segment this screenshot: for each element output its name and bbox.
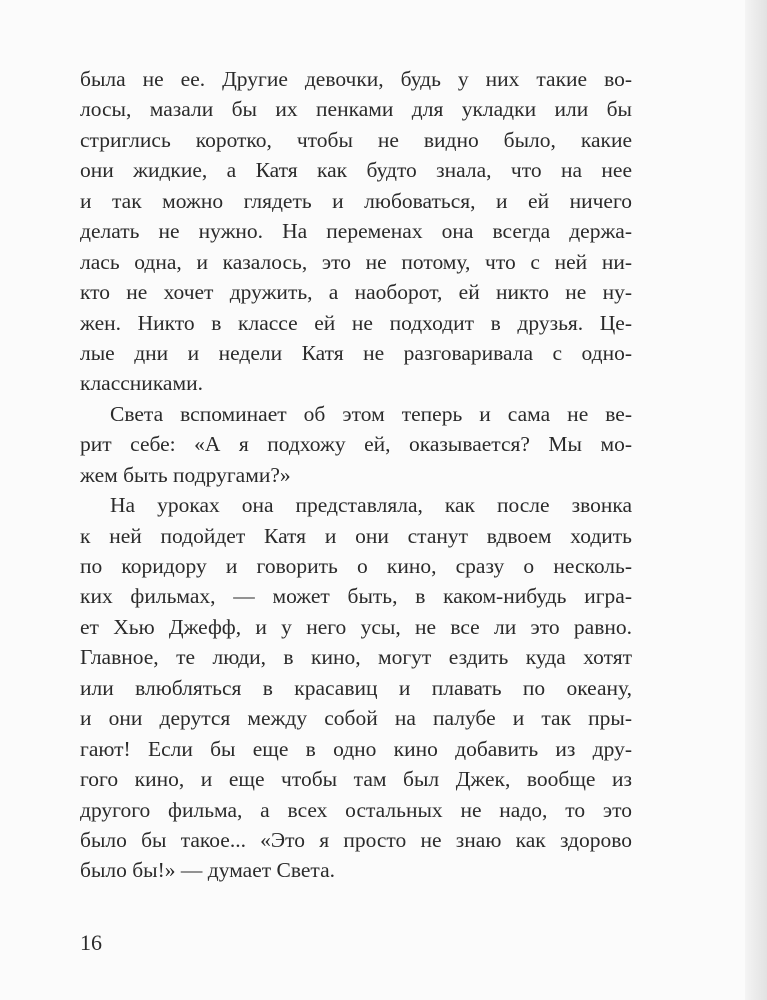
text-line: лась одна, и казалось, это не потому, что с ней ни- xyxy=(80,249,632,274)
body-text xyxy=(80,64,632,886)
text-line: или влюбляться в красавиц и плавать по океану, xyxy=(80,675,632,700)
text-line: гают! Если бы еще в одно кино добавить из дру- xyxy=(80,736,632,761)
text-line: На уроках она представляла, как после звонка xyxy=(110,493,632,518)
text-line: к ней подойдет Катя и они станут вдвоем ходить xyxy=(80,523,632,548)
text-line: кто не хочет дружить, а наоборот, ей никто не ну- xyxy=(80,280,632,305)
text-line: ких фильмах, — может быть, в каком-нибудь игра- xyxy=(80,584,632,609)
text-line: гого кино, и еще чтобы там был Джек, вообще из xyxy=(80,767,632,792)
text-line: стриглись коротко, чтобы не видно было, какие xyxy=(80,127,632,152)
text-line: жен. Никто в классе ей не подходит в друзья. Це- xyxy=(80,310,632,335)
text-line: Главное, те люди, в кино, могут ездить куда хотят xyxy=(80,645,632,670)
page-number: 16 xyxy=(80,930,102,955)
text-line: была не ее. Другие девочки, будь у них такие во- xyxy=(80,67,632,91)
text-line: и они дерутся между собой на палубе и так пры- xyxy=(80,706,632,731)
text-line: по коридору и говорить о кино, сразу о несколь- xyxy=(80,554,632,578)
text-line: лосы, мазали бы их пенками для укладки или бы xyxy=(80,97,632,122)
text-line: рит себе: «А я подхожу ей, оказывается? Мы мо- xyxy=(80,432,632,457)
text-line: было бы!» — думает Света. xyxy=(80,858,335,883)
text-line: Света вспоминает об этом теперь и сама не ве- xyxy=(110,401,632,426)
text-line: они жидкие, а Катя как будто знала, что на нее xyxy=(80,158,632,183)
page-edge-shadow xyxy=(745,0,767,1000)
text-line: и так можно глядеть и любоваться, и ей ничего xyxy=(80,188,632,213)
text-line: ет Хью Джефф, и у него усы, не все ли это равно. xyxy=(80,614,632,639)
text-line: лые дни и недели Катя не разговаривала с одно- xyxy=(80,340,632,365)
text-line: другого фильма, а всех остальных не надо, то это xyxy=(80,797,632,822)
text-line: классниками. xyxy=(80,371,203,396)
text-line: жем быть подругами?» xyxy=(80,462,291,487)
text-line: делать не нужно. На переменах она всегда держа- xyxy=(80,219,632,244)
text-line: было бы такое... «Это я просто не знаю как здорово xyxy=(80,827,632,852)
